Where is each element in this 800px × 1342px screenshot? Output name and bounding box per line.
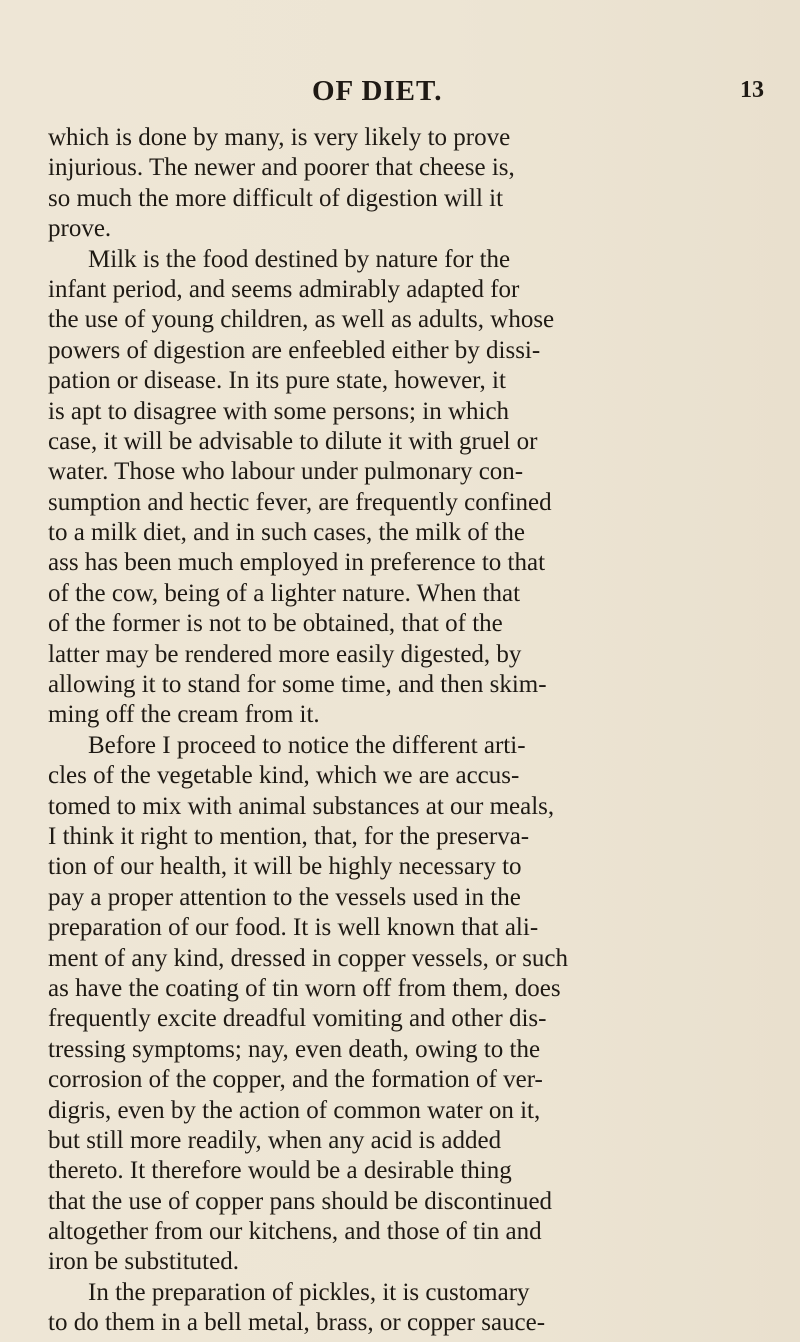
text-line: digris, even by the action of common water on it,	[48, 1096, 541, 1124]
text-line: as have the coating of tin worn off from them, does	[48, 974, 561, 1002]
text-line: ment of any kind, dressed in copper vessels, or such	[48, 944, 569, 972]
text-line: powers of digestion are enfeebled either by dissi-	[48, 336, 541, 364]
text-line: prove.	[48, 215, 112, 243]
text-line: which is done by many, is very likely to prove	[48, 124, 511, 151]
text-line: iron be substituted.	[48, 1248, 239, 1276]
text-line: that the use of copper pans should be discontinued	[48, 1187, 553, 1215]
text-line: water. Those who labour under pulmonary con-	[48, 458, 524, 486]
text-line: to a milk diet, and in such cases, the milk of the	[48, 519, 525, 547]
text-line: is apt to disagree with some persons; in which	[48, 397, 510, 425]
text-line: I think it right to mention, that, for the preserva-	[48, 822, 530, 850]
text-line: pay a proper attention to the vessels used in the	[48, 883, 521, 911]
page-number: 13	[740, 77, 764, 103]
text-line: ass has been much employed in preference to that	[48, 549, 546, 577]
text-line: of the cow, being of a lighter nature. When that	[48, 579, 521, 607]
body-text	[48, 123, 774, 1339]
text-line: tomed to mix with animal substances at our meals,	[48, 792, 555, 820]
text-line: but still more readily, when any acid is added	[48, 1126, 502, 1154]
text-line: allowing it to stand for some time, and then skim-	[48, 671, 547, 699]
text-line: ming off the cream from it.	[48, 701, 320, 729]
text-line: injurious. The newer and poorer that cheese is,	[48, 154, 515, 182]
text-line: thereto. It therefore would be a desirable thing	[48, 1157, 512, 1185]
text-line: latter may be rendered more easily digested, by	[48, 640, 522, 668]
text-line: tressing symptoms; nay, even death, owing to the	[48, 1035, 541, 1063]
text-line: frequently excite dreadful vomiting and other dis-	[48, 1005, 547, 1033]
text-line: of the former is not to be obtained, that of the	[48, 610, 503, 638]
paragraph-start-line: Milk is the food destined by nature for the	[88, 245, 511, 273]
text-line: corrosion of the copper, and the formation of ver-	[48, 1066, 543, 1094]
text-line: to do them in a bell metal, brass, or copper sauce-	[48, 1309, 546, 1337]
text-line: pation or disease. In its pure state, however, it	[48, 367, 506, 395]
text-line: infant period, and seems admirably adapted for	[48, 275, 520, 303]
paragraph-start-line: In the preparation of pickles, it is customary	[88, 1278, 530, 1306]
text-line: so much the more difficult of digestion will it	[48, 184, 504, 212]
text-line: sumption and hectic fever, are frequently confined	[48, 488, 552, 516]
text-line: case, it will be advisable to dilute it with gruel or	[48, 427, 538, 455]
text-line: the use of young children, as well as adults, whose	[48, 306, 555, 334]
text-line: tion of our health, it will be highly necessary to	[48, 853, 522, 881]
header-title: OF DIET.	[312, 75, 443, 107]
running-header	[52, 75, 772, 115]
text-line: preparation of our food. It is well known that ali-	[48, 914, 539, 942]
text-line: altogether from our kitchens, and those of tin and	[48, 1218, 542, 1246]
paragraph-start-line: Before I proceed to notice the different arti-	[88, 731, 526, 759]
text-line: cles of the vegetable kind, which we are accus-	[48, 762, 520, 790]
